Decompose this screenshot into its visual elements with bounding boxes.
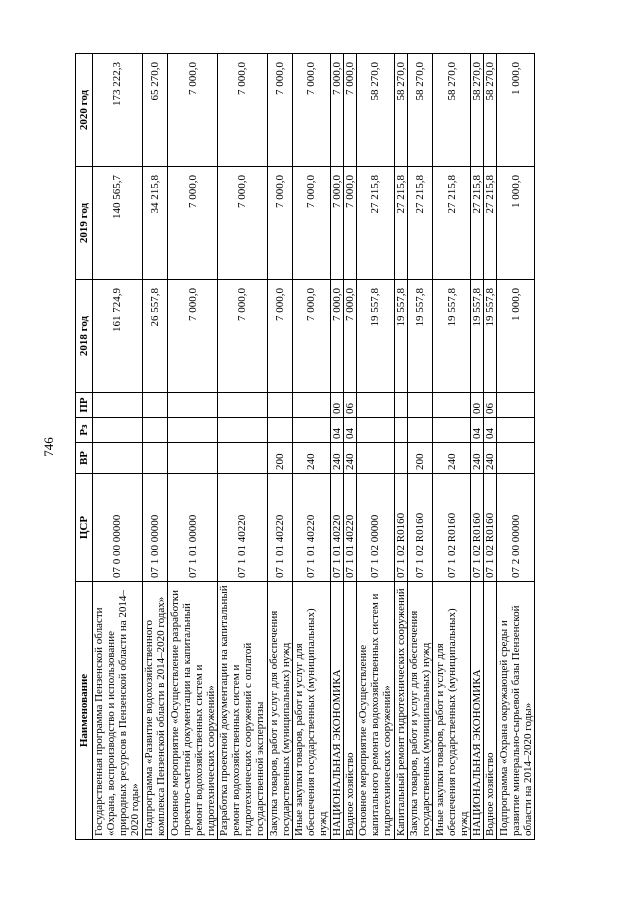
cell-rz <box>407 418 432 443</box>
cell-2019: 7 000,0 <box>293 167 331 280</box>
table-body <box>93 54 535 840</box>
header-2020: 2020 год <box>76 54 93 167</box>
cell-vr <box>93 443 143 474</box>
cell-vr <box>142 443 167 474</box>
cell-2018: 7 000,0 <box>267 280 292 393</box>
cell-2018: 26 557,8 <box>142 280 167 393</box>
cell-rz <box>394 418 407 443</box>
cell-2020: 7 000,0 <box>293 54 331 167</box>
table-row <box>293 54 331 840</box>
cell-2019: 27 215,8 <box>357 167 395 280</box>
cell-rz <box>433 418 471 443</box>
table-row <box>330 54 343 840</box>
cell-name: Основное мероприятие «Осуществление разработки проектно-сметной документации на капитальный ремонт водохозяйственных систем и гидротехнических сооружений» <box>168 582 218 840</box>
cell-2019: 7 000,0 <box>267 167 292 280</box>
cell-csr: 07 1 00 00000 <box>142 474 167 582</box>
cell-2019: 7 000,0 <box>217 167 267 280</box>
cell-name: НАЦИОНАЛЬНАЯ ЭКОНОМИКА <box>330 582 343 840</box>
cell-rz: 04 <box>343 418 356 443</box>
cell-rz <box>267 418 292 443</box>
cell-2019: 27 215,8 <box>470 167 483 280</box>
cell-rz <box>168 418 218 443</box>
cell-name: Основное мероприятие «Осуществление капитального ремонта водохозяйственных систем и гидротехнических сооружений» <box>357 582 395 840</box>
cell-vr <box>217 443 267 474</box>
cell-2019: 7 000,0 <box>168 167 218 280</box>
cell-csr: 07 1 02 R0160 <box>394 474 407 582</box>
cell-2020: 58 270,0 <box>433 54 471 167</box>
cell-rz <box>217 418 267 443</box>
cell-name: Иные закупки товаров, работ и услуг для обеспечения государственных (муниципальных) нужд <box>433 582 471 840</box>
cell-2018: 19 557,8 <box>407 280 432 393</box>
cell-2018: 19 557,8 <box>484 280 497 393</box>
page-number: 746 <box>41 437 56 457</box>
cell-pr <box>394 393 407 418</box>
cell-pr <box>293 393 331 418</box>
cell-vr: 240 <box>470 443 483 474</box>
cell-2020: 58 270,0 <box>394 54 407 167</box>
cell-vr <box>497 443 535 474</box>
cell-name: Иные закупки товаров, работ и услуг для обеспечения государственных (муниципальных) нужд <box>293 582 331 840</box>
header-pr: ПР <box>76 393 93 418</box>
cell-vr: 200 <box>267 443 292 474</box>
cell-name: Подпрограмма «Развитие водохозяйственного комплекса Пензенской области в 2014–2020 годах» <box>142 582 167 840</box>
cell-2020: 1 000,0 <box>497 54 535 167</box>
cell-csr: 07 2 00 00000 <box>497 474 535 582</box>
table-row <box>484 54 497 840</box>
cell-2019: 1 000,0 <box>497 167 535 280</box>
table-row <box>217 54 267 840</box>
cell-2019: 34 215,8 <box>142 167 167 280</box>
cell-2018: 7 000,0 <box>217 280 267 393</box>
cell-2020: 173 222,3 <box>93 54 143 167</box>
cell-rz <box>497 418 535 443</box>
cell-2019: 7 000,0 <box>343 167 356 280</box>
cell-2018: 19 557,8 <box>394 280 407 393</box>
rotated-table-container <box>75 54 535 840</box>
cell-2018: 7 000,0 <box>168 280 218 393</box>
cell-name: Разработка проектной документации на капитальный ремонт водохозяйственных систем и гидротехнических сооружений с оплатой государственной экспертизы <box>217 582 267 840</box>
table-row <box>497 54 535 840</box>
cell-vr: 240 <box>343 443 356 474</box>
cell-name: Закупка товаров, работ и услуг для обеспечения государственных (муниципальных) нужд <box>267 582 292 840</box>
cell-csr: 07 1 02 R0160 <box>484 474 497 582</box>
table-header <box>76 54 93 840</box>
cell-csr: 07 1 01 40220 <box>267 474 292 582</box>
cell-2020: 58 270,0 <box>407 54 432 167</box>
header-rz: Рз <box>76 418 93 443</box>
cell-pr <box>357 393 395 418</box>
table-row <box>93 54 143 840</box>
cell-name: НАЦИОНАЛЬНАЯ ЭКОНОМИКА <box>470 582 483 840</box>
cell-2018: 19 557,8 <box>470 280 483 393</box>
cell-pr <box>407 393 432 418</box>
table-row <box>357 54 395 840</box>
table-row <box>394 54 407 840</box>
table-row <box>267 54 292 840</box>
cell-csr: 07 1 01 40220 <box>217 474 267 582</box>
table-row <box>168 54 218 840</box>
cell-name: Водное хозяйство <box>343 582 356 840</box>
cell-name: Капитальный ремонт гидротехнических сооружений <box>394 582 407 840</box>
cell-csr: 07 1 02 00000 <box>357 474 395 582</box>
cell-pr <box>217 393 267 418</box>
table-row <box>407 54 432 840</box>
cell-csr: 07 1 01 40220 <box>330 474 343 582</box>
cell-vr: 200 <box>407 443 432 474</box>
cell-rz: 04 <box>330 418 343 443</box>
cell-csr: 07 0 00 00000 <box>93 474 143 582</box>
cell-pr: 06 <box>484 393 497 418</box>
cell-rz: 04 <box>484 418 497 443</box>
cell-csr: 07 1 02 R0160 <box>407 474 432 582</box>
cell-pr <box>142 393 167 418</box>
table-row <box>433 54 471 840</box>
cell-2020: 65 270,0 <box>142 54 167 167</box>
cell-2020: 58 270,0 <box>470 54 483 167</box>
cell-csr: 07 1 02 R0160 <box>470 474 483 582</box>
cell-name: Водное хозяйство <box>484 582 497 840</box>
cell-csr: 07 1 01 40220 <box>343 474 356 582</box>
cell-2018: 161 724,9 <box>93 280 143 393</box>
cell-vr <box>357 443 395 474</box>
cell-csr: 07 1 01 00000 <box>168 474 218 582</box>
table-row <box>470 54 483 840</box>
header-name: Наименование <box>76 582 93 840</box>
table-row <box>343 54 356 840</box>
cell-csr: 07 1 01 40220 <box>293 474 331 582</box>
cell-2019: 7 000,0 <box>330 167 343 280</box>
cell-rz <box>357 418 395 443</box>
cell-vr: 240 <box>433 443 471 474</box>
cell-pr <box>433 393 471 418</box>
cell-2019: 27 215,8 <box>484 167 497 280</box>
cell-rz <box>142 418 167 443</box>
cell-2018: 1 000,0 <box>497 280 535 393</box>
header-row <box>76 54 93 840</box>
cell-rz: 04 <box>470 418 483 443</box>
budget-table <box>75 53 535 840</box>
cell-2020: 7 000,0 <box>267 54 292 167</box>
cell-pr <box>168 393 218 418</box>
cell-2019: 140 565,7 <box>93 167 143 280</box>
cell-2020: 58 270,0 <box>357 54 395 167</box>
cell-vr: 240 <box>484 443 497 474</box>
cell-pr <box>93 393 143 418</box>
cell-2020: 7 000,0 <box>168 54 218 167</box>
cell-pr: 00 <box>330 393 343 418</box>
cell-2020: 58 270,0 <box>484 54 497 167</box>
cell-pr <box>497 393 535 418</box>
cell-pr <box>267 393 292 418</box>
header-vr: ВР <box>76 443 93 474</box>
cell-vr <box>394 443 407 474</box>
cell-2020: 7 000,0 <box>217 54 267 167</box>
header-2018: 2018 год <box>76 280 93 393</box>
cell-2019: 27 215,8 <box>394 167 407 280</box>
header-2019: 2019 год <box>76 167 93 280</box>
header-csr: ЦСР <box>76 474 93 582</box>
cell-2020: 7 000,0 <box>343 54 356 167</box>
cell-2018: 19 557,8 <box>357 280 395 393</box>
cell-vr: 240 <box>293 443 331 474</box>
cell-name: Государственная программа Пензенской области «Охрана, воспроизводство и использование природных ресурсов в Пензенской области на 2014–2020 годы» <box>93 582 143 840</box>
cell-name: Подпрограмма «Охрана окружающей среды и развитие минерально-сырьевой базы Пензенской области на 2014–2020 годы» <box>497 582 535 840</box>
cell-rz <box>93 418 143 443</box>
table-row <box>142 54 167 840</box>
cell-pr: 06 <box>343 393 356 418</box>
cell-2018: 19 557,8 <box>433 280 471 393</box>
cell-2020: 7 000,0 <box>330 54 343 167</box>
cell-name: Закупка товаров, работ и услуг для обеспечения государственных (муниципальных) нужд <box>407 582 432 840</box>
cell-vr <box>168 443 218 474</box>
cell-rz <box>293 418 331 443</box>
cell-pr: 00 <box>470 393 483 418</box>
cell-2018: 7 000,0 <box>343 280 356 393</box>
cell-2019: 27 215,8 <box>433 167 471 280</box>
cell-2018: 7 000,0 <box>330 280 343 393</box>
cell-vr: 240 <box>330 443 343 474</box>
cell-2019: 27 215,8 <box>407 167 432 280</box>
cell-2018: 7 000,0 <box>293 280 331 393</box>
cell-csr: 07 1 02 R0160 <box>433 474 471 582</box>
